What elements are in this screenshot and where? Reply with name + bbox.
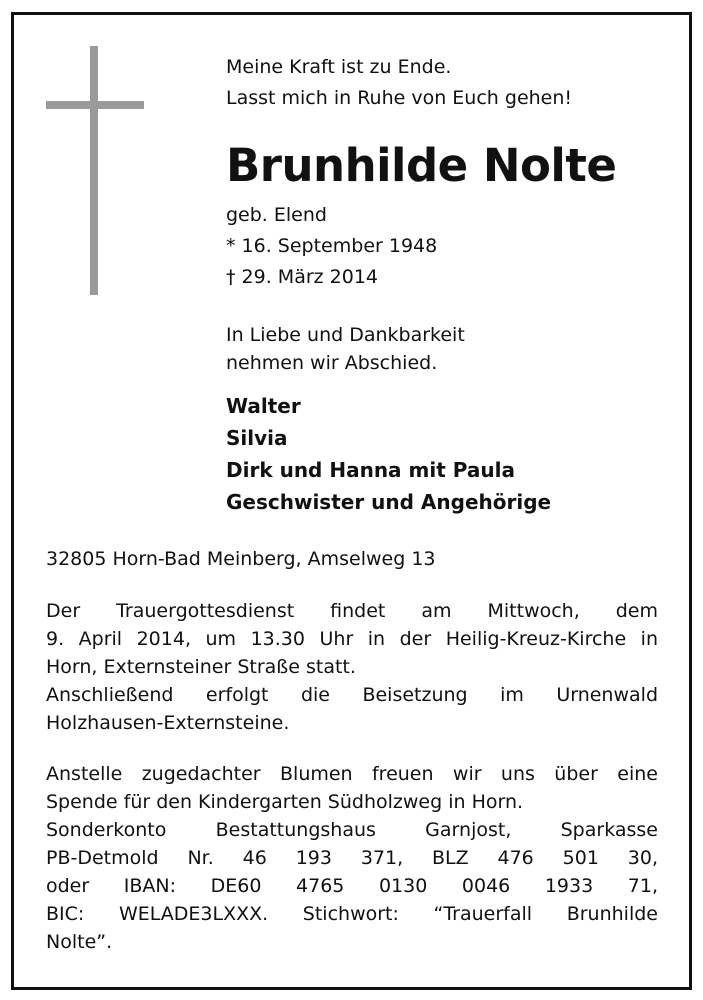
birth-name: geb. Elend (226, 204, 327, 226)
donation-line: Nolte”. (46, 931, 113, 953)
donation-line: Sonderkonto Bestattungshaus Garnjost, Sparkasse (46, 819, 658, 841)
service-paragraph (46, 597, 658, 737)
donation-line: oder IBAN: DE60 4765 0130 0046 1933 71, (46, 875, 658, 897)
service-line: Anschließend erfolgt die Beisetzung im Urnenwald (46, 684, 658, 706)
death-date: † 29. März 2014 (226, 266, 379, 288)
donation-line: Spende für den Kindergarten Südholzweg in Horn. (46, 791, 524, 813)
verse (226, 52, 572, 114)
service-line: Horn, Externsteiner Straße statt. (46, 656, 356, 678)
donation-paragraph (46, 760, 658, 956)
mourner: Walter (226, 394, 301, 418)
mourner: Geschwister und Angehörige (226, 490, 552, 514)
donation-line: PB-Detmold Nr. 46 193 371, BLZ 476 501 30, (46, 847, 658, 869)
mourner: Silvia (226, 426, 288, 450)
service-line: Holzhausen-Externsteine. (46, 712, 290, 734)
address: 32805 Horn-Bad Meinberg, Amselweg 13 (46, 548, 436, 570)
cross-icon-bar (46, 101, 144, 109)
cross-icon (90, 46, 98, 295)
mourners-list (226, 390, 551, 518)
farewell-text (226, 321, 465, 377)
service-line: 9. April 2014, um 13.30 Uhr in der Heilig-Kreuz-Kirche in (46, 628, 658, 650)
verse-line: Lasst mich in Ruhe von Euch gehen! (226, 87, 573, 109)
farewell-line: nehmen wir Abschied. (226, 352, 438, 374)
deceased-name: Brunhilde Nolte (226, 139, 617, 192)
donation-line: BIC: WELADE3LXXX. Stichwort: “Trauerfall Brunhilde (46, 903, 658, 925)
service-line: Der Trauergottesdienst findet am Mittwoch, dem (46, 600, 658, 622)
donation-line: Anstelle zugedachter Blumen freuen wir uns über eine (46, 763, 658, 785)
life-dates (226, 200, 437, 293)
mourner: Dirk und Hanna mit Paula (226, 458, 515, 482)
birth-date: * 16. September 1948 (226, 235, 438, 257)
farewell-line: In Liebe und Dankbarkeit (226, 324, 465, 346)
verse-line: Meine Kraft ist zu Ende. (226, 56, 452, 78)
